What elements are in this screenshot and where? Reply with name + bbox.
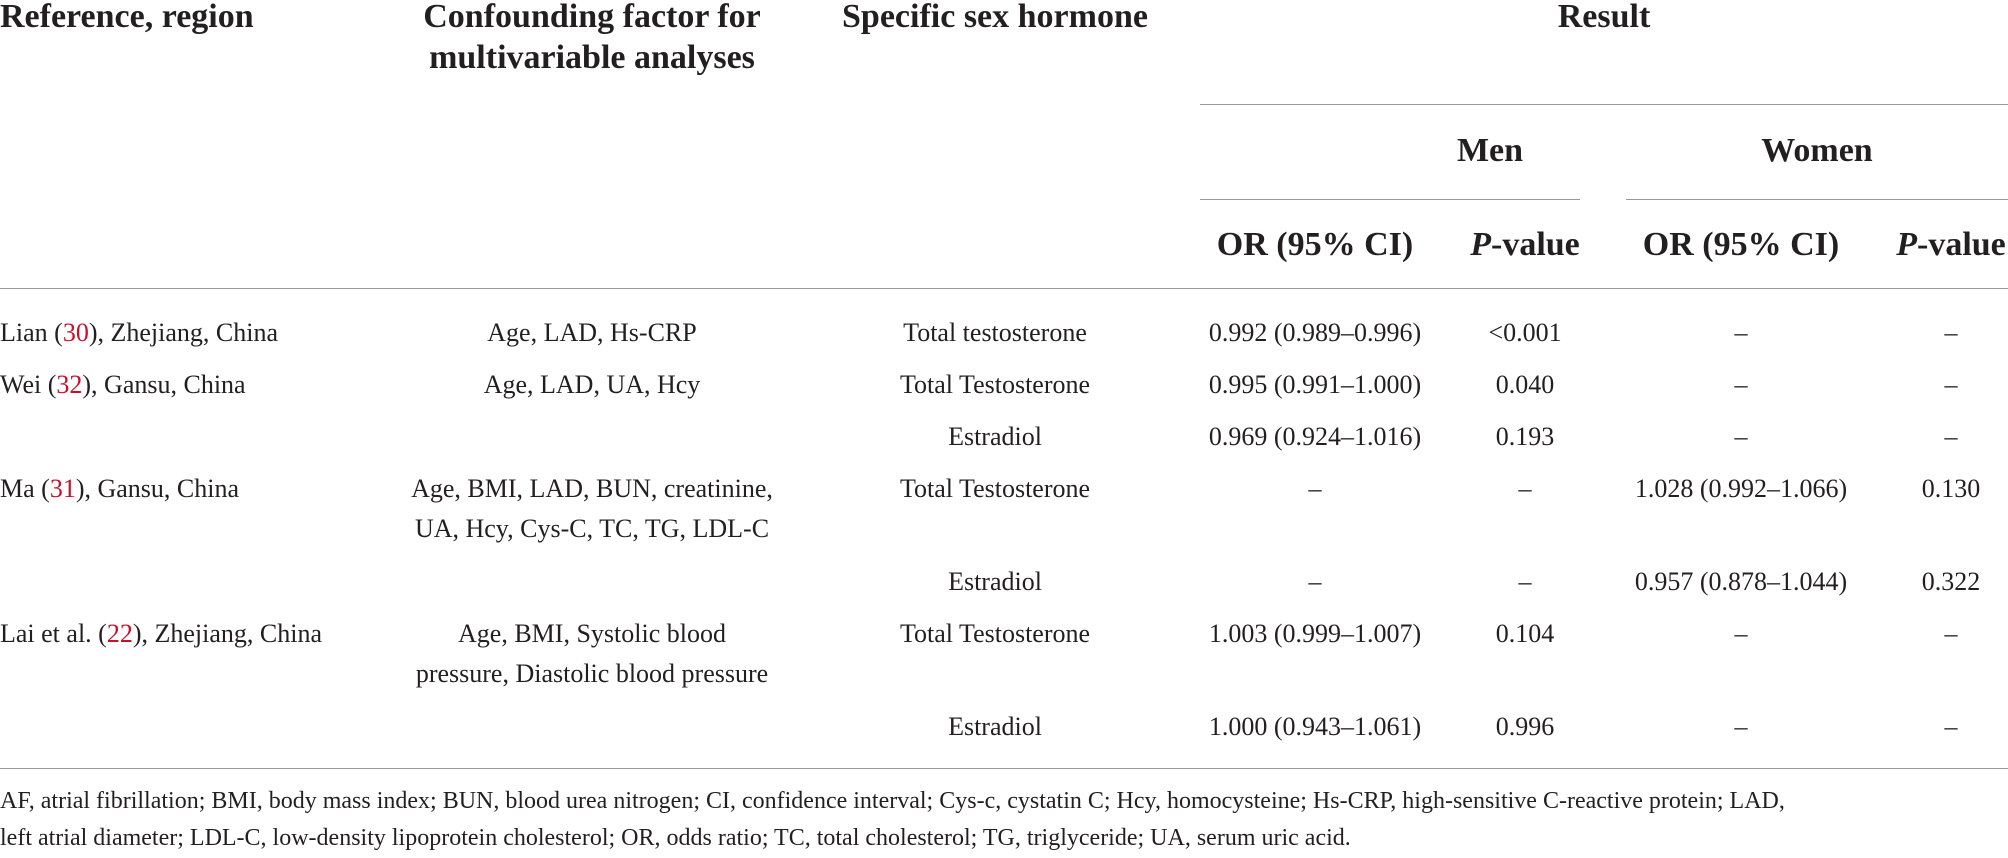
ref-region: ), Gansu, China: [82, 370, 246, 399]
women-p: –: [1944, 318, 1958, 347]
hormone-name: Estradiol: [948, 567, 1042, 596]
hormone-name: Total Testosterone: [899, 619, 1091, 648]
women-p: 0.322: [1921, 567, 1981, 596]
confounding-line: Age, BMI, LAD, BUN, creatinine,: [411, 474, 773, 503]
row-confounding: Age, LAD, UA, Hcy: [483, 370, 701, 399]
men-p: <0.001: [1488, 318, 1562, 347]
header-men-p: [1450, 224, 1600, 265]
header-confounding-line1: Confounding factor for: [423, 0, 761, 35]
header-women: Women: [1761, 132, 1873, 169]
header-bottom-rule: [0, 288, 2008, 289]
header-hormone: Specific sex hormone: [842, 0, 1148, 35]
women-or: –: [1734, 318, 1748, 347]
ref-region: ), Gansu, China: [75, 474, 240, 503]
ref-author: Lai et al. (: [0, 619, 107, 648]
men-p: 0.996: [1495, 712, 1555, 741]
row-reference: [0, 365, 246, 405]
header-men: Men: [1456, 132, 1524, 169]
header-women-p: [1876, 224, 2008, 265]
men-p: 0.040: [1495, 370, 1555, 399]
women-p: –: [1944, 422, 1958, 451]
men-p: –: [1518, 567, 1532, 596]
p-rest: -value: [1491, 226, 1580, 263]
ref-author: Ma (: [0, 474, 50, 503]
header-men-or: OR (95% CI): [1216, 226, 1414, 263]
men-or: –: [1308, 474, 1322, 503]
ref-region: ), Zhejiang, China: [88, 318, 278, 347]
row-confounding: [380, 614, 804, 694]
ref-author: Lian (: [0, 318, 63, 347]
row-reference: [0, 614, 322, 654]
table-bottom-rule: [0, 768, 2008, 769]
row-reference: [0, 469, 239, 509]
citation-link[interactable]: 22: [106, 619, 133, 648]
men-or: 0.995 (0.991–1.000): [1208, 370, 1422, 399]
men-rule: [1200, 199, 1580, 200]
citation-link[interactable]: 30: [62, 318, 89, 347]
p-italic: P: [1470, 226, 1491, 263]
footnote-line1: AF, atrial fibrillation; BMI, body mass index; BUN, blood urea nitrogen; CI, confidence interval; Cys-c, cystatin C; Hcy, homocysteine; Hs-CRP, high-sensitive C-reactive protein; LAD,: [0, 788, 1785, 814]
p-rest: -value: [1917, 226, 2006, 263]
men-or: 1.000 (0.943–1.061): [1208, 712, 1422, 741]
row-reference: [0, 313, 278, 353]
women-rule: [1626, 199, 2008, 200]
ref-author: Wei (: [0, 370, 57, 399]
women-p: –: [1944, 619, 1958, 648]
men-p: –: [1518, 474, 1532, 503]
women-or: –: [1734, 619, 1748, 648]
ref-region: ), Zhejiang, China: [132, 619, 323, 648]
result-rule: [1200, 104, 2008, 105]
header-reference: Reference, region: [0, 0, 254, 35]
confounding-line: pressure, Diastolic blood pressure: [415, 659, 769, 688]
men-or: 0.969 (0.924–1.016): [1208, 422, 1422, 451]
men-or: 1.003 (0.999–1.007): [1208, 619, 1422, 648]
confounding-line: UA, Hcy, Cys-C, TC, TG, LDL-C: [414, 514, 770, 543]
women-p: 0.130: [1921, 474, 1981, 503]
men-p: 0.193: [1495, 422, 1555, 451]
men-or: –: [1308, 567, 1322, 596]
hormone-name: Total testosterone: [903, 318, 1087, 347]
men-p: 0.104: [1495, 619, 1555, 648]
header-result: Result: [1557, 0, 1651, 35]
women-p: –: [1944, 370, 1958, 399]
women-or: 1.028 (0.992–1.066): [1634, 474, 1848, 503]
women-or: –: [1734, 370, 1748, 399]
row-confounding: [380, 469, 804, 549]
row-confounding: Age, LAD, Hs-CRP: [487, 318, 697, 347]
women-or: 0.957 (0.878–1.044): [1634, 567, 1848, 596]
confounding-line: Age, BMI, Systolic blood: [458, 619, 726, 648]
citation-link[interactable]: 31: [49, 474, 76, 503]
header-women-or: OR (95% CI): [1642, 226, 1840, 263]
p-italic: P: [1896, 226, 1917, 263]
hormone-name: Total Testosterone: [899, 474, 1091, 503]
hormone-name: Estradiol: [948, 422, 1042, 451]
men-or: 0.992 (0.989–0.996): [1208, 318, 1422, 347]
citation-link[interactable]: 32: [56, 370, 83, 399]
header-confounding: [380, 0, 804, 78]
women-or: –: [1734, 422, 1748, 451]
women-or: –: [1734, 712, 1748, 741]
women-p: –: [1944, 712, 1958, 741]
hormone-name: Estradiol: [948, 712, 1042, 741]
header-confounding-line2: multivariable analyses: [429, 39, 755, 76]
footnote-line2: left atrial diameter; LDL-C, low-density lipoprotein cholesterol; OR, odds ratio; TC, total cholesterol; TG, triglyceride; UA, serum uric acid.: [0, 825, 1351, 851]
hormone-name: Total Testosterone: [899, 370, 1091, 399]
